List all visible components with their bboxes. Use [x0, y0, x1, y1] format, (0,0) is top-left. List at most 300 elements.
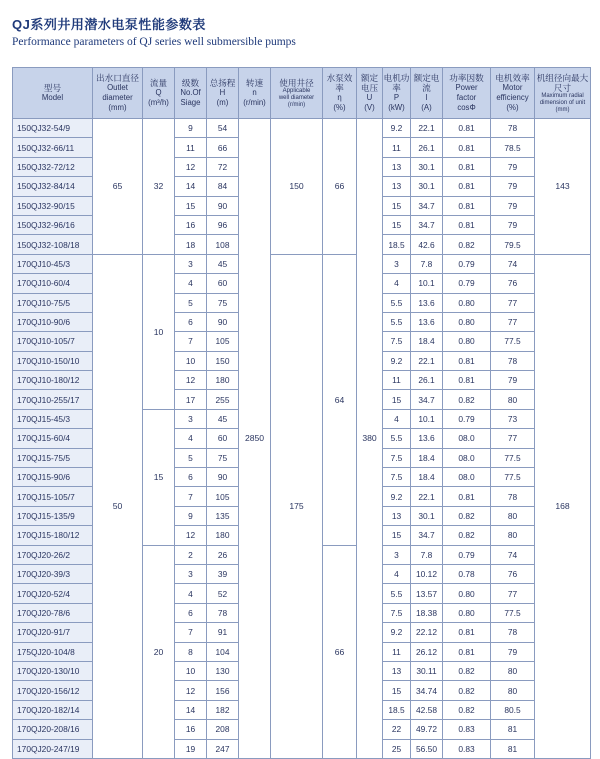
column-header	[207, 68, 239, 119]
table-cell: 7	[175, 487, 207, 506]
table-cell: 18.5	[383, 700, 411, 719]
model-cell: 170QJ10-255/17	[13, 390, 93, 409]
table-cell: 0.81	[443, 157, 491, 176]
column-header-en: No.Of	[180, 88, 201, 97]
table-cell: 4	[175, 584, 207, 603]
column-header	[13, 68, 93, 119]
table-cell: 22.1	[411, 351, 443, 370]
table-cell: 22.1	[411, 119, 443, 138]
table-cell: 11	[383, 138, 411, 157]
model-cell: 170QJ20-130/10	[13, 661, 93, 680]
table-cell: 60	[207, 274, 239, 293]
table-cell: 66	[207, 138, 239, 157]
table-cell: 13	[383, 177, 411, 196]
table-cell: 0.79	[443, 409, 491, 428]
model-cell: 170QJ20-52/4	[13, 584, 93, 603]
table-cell: 34.74	[411, 681, 443, 700]
table-cell: 150	[207, 351, 239, 370]
merged-cell: 150	[271, 119, 323, 255]
model-cell: 170QJ15-90/6	[13, 468, 93, 487]
table-cell: 78	[207, 603, 239, 622]
table-cell: 0.80	[443, 584, 491, 603]
column-header-en: factor	[456, 93, 477, 102]
table-cell: 30.1	[411, 506, 443, 525]
column-header	[383, 68, 411, 119]
table-cell: 26.12	[411, 642, 443, 661]
table-cell: 5.5	[383, 429, 411, 448]
column-header-en: (mm)	[555, 106, 570, 113]
column-header-en: P	[393, 93, 400, 102]
table-cell: 0.80	[443, 312, 491, 331]
table-cell: 08.0	[443, 468, 491, 487]
table-cell: 0.82	[443, 390, 491, 409]
table-cell: 77.5	[491, 448, 535, 467]
model-cell: 170QJ15-180/12	[13, 526, 93, 545]
table-cell: 6	[175, 312, 207, 331]
model-cell: 175QJ20-104/8	[13, 642, 93, 661]
table-cell: 25	[383, 739, 411, 758]
table-cell: 0.82	[443, 506, 491, 525]
table-cell: 80	[491, 661, 535, 680]
table-cell: 0.81	[443, 138, 491, 157]
table-cell: 4	[383, 409, 411, 428]
table-cell: 79.5	[491, 235, 535, 254]
column-header-en: Motor	[502, 83, 523, 92]
table-cell: 108	[207, 235, 239, 254]
table-cell: 3	[175, 409, 207, 428]
table-cell: 12	[175, 526, 207, 545]
column-header-en: cosΦ	[457, 103, 476, 112]
model-cell: 170QJ20-91/7	[13, 623, 93, 642]
model-cell: 150QJ32-90/15	[13, 196, 93, 215]
table-cell: 77	[491, 312, 535, 331]
column-header-cn: 转速	[245, 78, 264, 88]
table-cell: 7.8	[411, 545, 443, 564]
column-header-en: U	[366, 93, 373, 102]
table-cell: 17	[175, 390, 207, 409]
table-cell: 80	[491, 526, 535, 545]
table-cell: 0.82	[443, 681, 491, 700]
table-cell: 0.82	[443, 526, 491, 545]
table-cell: 4	[383, 274, 411, 293]
performance-table	[12, 67, 591, 759]
model-cell: 170QJ20-26/2	[13, 545, 93, 564]
column-header-cn: 级数	[181, 78, 200, 88]
table-cell: 7	[175, 623, 207, 642]
table-cell: 77	[491, 293, 535, 312]
column-header-en: efficiency	[496, 93, 529, 102]
table-cell: 15	[383, 526, 411, 545]
table-cell: 0.83	[443, 739, 491, 758]
table-cell: 3	[175, 564, 207, 583]
model-cell: 150QJ32-96/16	[13, 215, 93, 234]
table-cell: 7	[175, 332, 207, 351]
table-cell: 180	[207, 371, 239, 390]
table-cell: 13	[383, 661, 411, 680]
table-cell: 9.2	[383, 119, 411, 138]
table-cell: 30.1	[411, 157, 443, 176]
model-cell: 170QJ20-156/12	[13, 681, 93, 700]
table-cell: 5	[175, 448, 207, 467]
merged-cell: 50	[93, 254, 143, 758]
table-cell: 26.1	[411, 138, 443, 157]
model-cell: 170QJ10-45/3	[13, 254, 93, 273]
column-header	[143, 68, 175, 119]
table-cell: 9.2	[383, 487, 411, 506]
column-header-en: (m³/h)	[148, 98, 169, 107]
table-cell: 91	[207, 623, 239, 642]
table-cell: 79	[491, 371, 535, 390]
column-header	[175, 68, 207, 119]
table-cell: 18.38	[411, 603, 443, 622]
column-header-en: (mm)	[108, 103, 127, 112]
table-cell: 3	[383, 254, 411, 273]
table-cell: 10.1	[411, 274, 443, 293]
table-cell: 80	[491, 506, 535, 525]
table-cell: 4	[175, 429, 207, 448]
table-cell: 0.81	[443, 642, 491, 661]
table-cell: 182	[207, 700, 239, 719]
table-cell: 19	[175, 739, 207, 758]
table-cell: 77.5	[491, 603, 535, 622]
table-cell: 13.57	[411, 584, 443, 603]
column-header-cn: 型号	[43, 83, 62, 93]
merged-cell: 32	[143, 119, 175, 255]
table-cell: 7.8	[411, 254, 443, 273]
table-cell: 34.7	[411, 215, 443, 234]
column-header-en: Power	[455, 83, 478, 92]
table-cell: 0.81	[443, 215, 491, 234]
column-header-en: Model	[41, 93, 64, 102]
column-header-en: I	[425, 93, 428, 102]
table-cell: 18.4	[411, 448, 443, 467]
table-cell: 15	[383, 196, 411, 215]
table-cell: 0.79	[443, 274, 491, 293]
column-header	[357, 68, 383, 119]
column-header	[239, 68, 271, 119]
table-cell: 49.72	[411, 720, 443, 739]
table-cell: 75	[207, 448, 239, 467]
column-header-en: Siage	[180, 98, 201, 107]
table-cell: 78.5	[491, 138, 535, 157]
model-cell: 170QJ10-60/4	[13, 274, 93, 293]
table-cell: 4	[383, 564, 411, 583]
table-cell: 34.7	[411, 196, 443, 215]
merged-cell: 65	[93, 119, 143, 255]
table-cell: 81	[491, 739, 535, 758]
merged-cell: 380	[357, 119, 383, 759]
table-cell: 56.50	[411, 739, 443, 758]
table-cell: 0.82	[443, 235, 491, 254]
table-cell: 75	[207, 293, 239, 312]
column-header-en: well diameter	[278, 94, 315, 101]
table-cell: 8	[175, 642, 207, 661]
table-cell: 72	[207, 157, 239, 176]
table-cell: 77	[491, 584, 535, 603]
table-cell: 74	[491, 254, 535, 273]
model-cell: 170QJ15-75/5	[13, 448, 93, 467]
table-cell: 6	[175, 468, 207, 487]
model-cell: 170QJ10-90/6	[13, 312, 93, 331]
table-cell: 77	[491, 429, 535, 448]
table-cell: 22	[383, 720, 411, 739]
table-cell: 16	[175, 720, 207, 739]
table-cell: 34.7	[411, 390, 443, 409]
table-cell: 77.5	[491, 468, 535, 487]
table-cell: 08.0	[443, 448, 491, 467]
table-cell: 7.5	[383, 448, 411, 467]
table-cell: 79	[491, 177, 535, 196]
table-cell: 0.83	[443, 720, 491, 739]
table-cell: 76	[491, 274, 535, 293]
table-cell: 79	[491, 642, 535, 661]
table-cell: 42.58	[411, 700, 443, 719]
table-cell: 7.5	[383, 332, 411, 351]
table-cell: 0.79	[443, 545, 491, 564]
table-cell: 79	[491, 157, 535, 176]
table-cell: 54	[207, 119, 239, 138]
table-cell: 08.0	[443, 429, 491, 448]
table-cell: 42.6	[411, 235, 443, 254]
column-header	[411, 68, 443, 119]
table-cell: 80.5	[491, 700, 535, 719]
model-cell: 150QJ32-66/11	[13, 138, 93, 157]
column-header-en: (m)	[216, 98, 229, 107]
column-header-cn: 额定电流	[413, 73, 440, 93]
table-cell: 0.80	[443, 603, 491, 622]
column-header	[443, 68, 491, 119]
model-cell: 150QJ32-108/18	[13, 235, 93, 254]
table-cell: 15	[383, 390, 411, 409]
table-cell: 74	[491, 545, 535, 564]
table-cell: 30.11	[411, 661, 443, 680]
column-header-cn: 电机效率	[495, 73, 530, 83]
table-cell: 13	[383, 506, 411, 525]
column-header-en: diameter	[102, 93, 133, 102]
column-header-en: Outlet	[107, 83, 128, 92]
table-cell: 0.81	[443, 119, 491, 138]
table-cell: 12	[175, 681, 207, 700]
model-cell: 170QJ15-45/3	[13, 409, 93, 428]
table-cell: 81	[491, 720, 535, 739]
column-header	[491, 68, 535, 119]
table-cell: 78	[491, 487, 535, 506]
table-cell: 22.12	[411, 623, 443, 642]
model-cell: 150QJ32-54/9	[13, 119, 93, 138]
table-cell: 6	[175, 603, 207, 622]
table-cell: 80	[491, 390, 535, 409]
merged-cell: 15	[143, 409, 175, 545]
table-cell: 26	[207, 545, 239, 564]
merged-cell: 66	[323, 545, 357, 758]
table-cell: 11	[383, 642, 411, 661]
table-cell: 76	[491, 564, 535, 583]
table-cell: 79	[491, 215, 535, 234]
page-title-en: Performance parameters of QJ series well submersible pumps	[12, 36, 296, 48]
table-cell: 0.81	[443, 351, 491, 370]
table-cell: 78	[491, 623, 535, 642]
table-cell: 22.1	[411, 487, 443, 506]
column-header-cn: 使用井径	[279, 77, 314, 88]
table-cell: 9.2	[383, 623, 411, 642]
model-cell: 150QJ32-84/14	[13, 177, 93, 196]
table-cell: 0.82	[443, 700, 491, 719]
table-cell: 255	[207, 390, 239, 409]
table-cell: 0.81	[443, 196, 491, 215]
merged-cell: 66	[323, 119, 357, 255]
model-cell: 170QJ15-105/7	[13, 487, 93, 506]
column-header-cn: 机组径向最大尺寸	[536, 72, 589, 93]
page-title-cn: QJ系列井用潜水电泵性能参数表	[12, 17, 206, 32]
column-header-cn: 流量	[149, 78, 168, 88]
table-cell: 10.12	[411, 564, 443, 583]
table-cell: 13	[383, 157, 411, 176]
table-header	[13, 68, 591, 119]
table-cell: 45	[207, 254, 239, 273]
table-cell: 14	[175, 700, 207, 719]
table-cell: 79	[491, 196, 535, 215]
table-cell: 96	[207, 215, 239, 234]
table-cell: 13.6	[411, 312, 443, 331]
column-header-cn: 额定电压	[360, 73, 379, 93]
merged-cell: 10	[143, 254, 175, 409]
table-cell: 15	[383, 215, 411, 234]
model-cell: 150QJ32-72/12	[13, 157, 93, 176]
table-cell: 39	[207, 564, 239, 583]
model-cell: 170QJ15-60/4	[13, 429, 93, 448]
table-cell: 15	[175, 196, 207, 215]
column-header-en: η	[337, 93, 342, 102]
table-cell: 105	[207, 332, 239, 351]
table-cell: 9	[175, 119, 207, 138]
table-cell: 12	[175, 371, 207, 390]
table-cell: 156	[207, 681, 239, 700]
table-cell: 7.5	[383, 468, 411, 487]
table-cell: 80	[491, 681, 535, 700]
merged-cell: 2850	[239, 119, 271, 759]
table-cell: 2	[175, 545, 207, 564]
table-cell: 3	[383, 545, 411, 564]
column-header-en: Applicable	[282, 87, 311, 94]
table-cell: 60	[207, 429, 239, 448]
model-cell: 170QJ20-182/14	[13, 700, 93, 719]
table-cell: 10	[175, 661, 207, 680]
merged-cell: 175	[271, 254, 323, 758]
column-header-cn: 总扬程	[209, 78, 236, 88]
table-cell: 180	[207, 526, 239, 545]
model-cell: 170QJ10-75/5	[13, 293, 93, 312]
column-header-cn: 出水口直径	[96, 73, 139, 83]
table-cell: 208	[207, 720, 239, 739]
table-cell: 77.5	[491, 332, 535, 351]
table-cell: 13.6	[411, 429, 443, 448]
table-cell: 18	[175, 235, 207, 254]
column-header-en: (kW)	[388, 103, 405, 112]
table-cell: 52	[207, 584, 239, 603]
table-cell: 105	[207, 487, 239, 506]
column-header-en: dimension of unit	[539, 99, 586, 106]
table-cell: 73	[491, 409, 535, 428]
table-cell: 30.1	[411, 177, 443, 196]
column-header-en: (A)	[421, 103, 432, 112]
table-cell: 0.80	[443, 293, 491, 312]
table-cell: 0.81	[443, 487, 491, 506]
column-header-en: (V)	[364, 103, 375, 112]
column-header	[93, 68, 143, 119]
table-cell: 104	[207, 642, 239, 661]
table-cell: 0.79	[443, 254, 491, 273]
merged-cell: 20	[143, 545, 175, 758]
table-cell: 18.5	[383, 235, 411, 254]
column-header-en: H	[219, 88, 226, 97]
table-cell: 10	[175, 351, 207, 370]
column-header	[323, 68, 357, 119]
table-cell: 90	[207, 468, 239, 487]
merged-cell: 64	[323, 254, 357, 545]
table-row	[13, 254, 591, 273]
table-body	[13, 119, 591, 759]
table-cell: 13.6	[411, 293, 443, 312]
table-cell: 5.5	[383, 293, 411, 312]
table-cell: 10.1	[411, 409, 443, 428]
column-header-en: (r/min)	[287, 101, 306, 108]
table-cell: 5.5	[383, 584, 411, 603]
model-cell: 170QJ10-105/7	[13, 332, 93, 351]
table-cell: 34.7	[411, 526, 443, 545]
column-header-en: n	[252, 88, 257, 97]
table-cell: 0.81	[443, 371, 491, 390]
column-header-en: Maximum radial	[541, 92, 584, 99]
model-cell: 170QJ20-39/3	[13, 564, 93, 583]
model-cell: 170QJ10-150/10	[13, 351, 93, 370]
table-cell: 84	[207, 177, 239, 196]
table-cell: 18.4	[411, 468, 443, 487]
table-cell: 0.81	[443, 623, 491, 642]
column-header	[271, 68, 323, 119]
table-cell: 9	[175, 506, 207, 525]
table-cell: 130	[207, 661, 239, 680]
table-cell: 11	[383, 371, 411, 390]
table-cell: 78	[491, 119, 535, 138]
merged-cell: 168	[535, 254, 591, 758]
column-header-cn: 功率因数	[449, 73, 484, 83]
column-header-en: (%)	[506, 103, 519, 112]
table-cell: 5.5	[383, 312, 411, 331]
table-cell: 12	[175, 157, 207, 176]
table-cell: 9.2	[383, 351, 411, 370]
table-cell: 45	[207, 409, 239, 428]
column-header-en: Q	[155, 88, 162, 97]
column-header-en: (%)	[333, 103, 346, 112]
header-row	[13, 68, 591, 119]
table-cell: 26.1	[411, 371, 443, 390]
table-cell: 16	[175, 215, 207, 234]
model-cell: 170QJ20-208/16	[13, 720, 93, 739]
model-cell: 170QJ20-78/6	[13, 603, 93, 622]
table-cell: 14	[175, 177, 207, 196]
column-header	[535, 68, 591, 119]
table-cell: 0.78	[443, 564, 491, 583]
table-row	[13, 119, 591, 138]
column-header-cn: 水泵效率	[326, 73, 353, 93]
table-cell: 90	[207, 312, 239, 331]
table-cell: 135	[207, 506, 239, 525]
table-cell: 0.81	[443, 177, 491, 196]
table-cell: 11	[175, 138, 207, 157]
table-cell: 0.82	[443, 661, 491, 680]
table-cell: 5	[175, 293, 207, 312]
table-cell: 4	[175, 274, 207, 293]
